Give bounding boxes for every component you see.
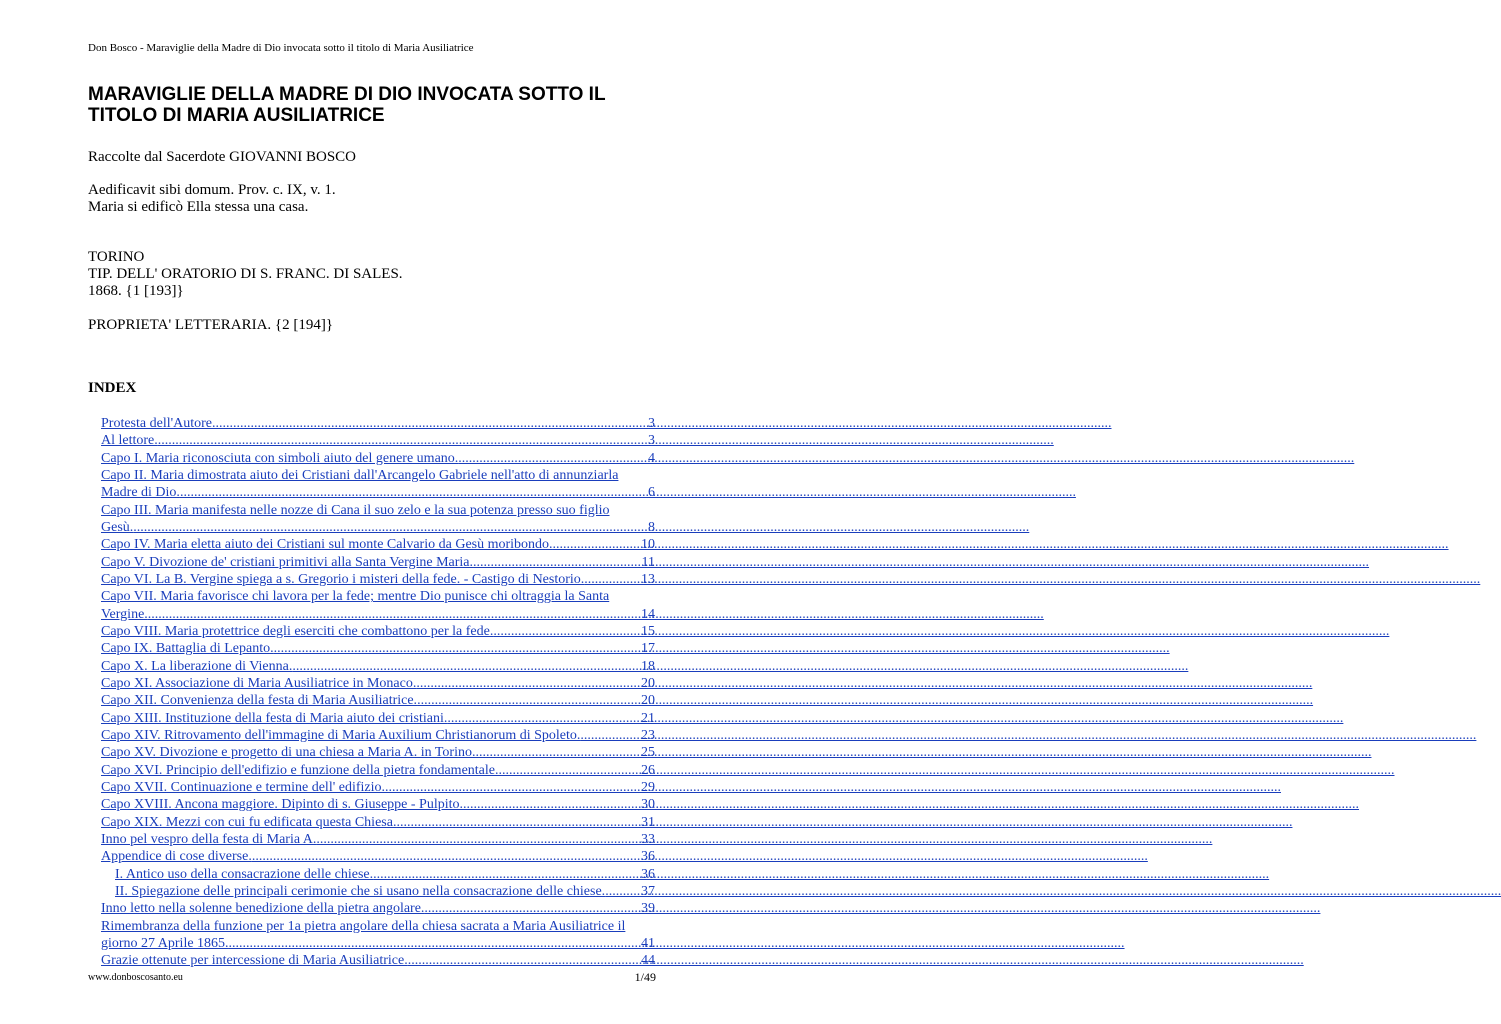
toc-entry-title: Capo XII. Convenienza della festa di Maria Ausiliatrice. <box>101 693 418 709</box>
toc-link[interactable] <box>101 900 655 917</box>
toc-page-number: 26 <box>641 762 655 778</box>
toc-entry-title: Madre di Dio. <box>101 485 180 501</box>
toc-link[interactable] <box>101 571 655 588</box>
toc-link[interactable] <box>101 640 655 657</box>
toc-dot-leader <box>553 536 641 553</box>
toc-link[interactable] <box>101 796 655 813</box>
toc-entry <box>101 432 655 449</box>
toc-dot-leader <box>584 571 641 588</box>
toc-dot-leader <box>493 623 641 640</box>
toc-entry <box>101 658 655 675</box>
toc-page-number: 30 <box>641 797 655 813</box>
toc-entry-title: Capo IX. Battaglia di Lepanto. <box>101 641 274 657</box>
toc-page-number: 8 <box>648 519 655 535</box>
toc-entry <box>101 952 655 969</box>
toc-entry-title-line1[interactable]: Capo VII. Maria favorisce chi lavora per la fede; mentre Dio punisce chi oltraggia la Santa <box>101 589 610 605</box>
toc-entry-title: giorno 27 Aprile 1865. <box>101 935 229 951</box>
toc-entry <box>101 640 655 657</box>
toc-dot-leader <box>133 519 648 536</box>
toc-entry-title: Vergine. <box>101 606 148 622</box>
toc-entry <box>101 554 655 571</box>
toc-dot-leader <box>252 848 641 865</box>
copyright-notice: PROPRIETA' LETTERARIA. {2 [194]} <box>88 317 334 333</box>
toc-entry-title: Capo IV. Maria eletta aiuto dei Cristiani sul monte Calvario da Gesù moribondo. <box>101 537 553 553</box>
toc-entry-title: Gesù. <box>101 519 134 535</box>
toc-dot-leader <box>396 814 641 831</box>
toc-entry <box>101 467 655 502</box>
toc-link[interactable] <box>101 762 655 779</box>
toc-dot-leader <box>499 762 642 779</box>
toc-dot-leader <box>458 450 648 467</box>
toc-link[interactable] <box>101 450 655 467</box>
toc-dot-leader <box>158 432 648 449</box>
document-title: MARAVIGLIE DELLA MADRE DI DIO INVOCATA SOTTO IL TITOLO DI MARIA AUSILIATRICE <box>88 84 606 126</box>
toc-entry <box>101 450 655 467</box>
toc-dot-leader <box>385 779 641 796</box>
imprint-city: TORINO <box>88 249 145 265</box>
toc-link[interactable] <box>101 779 655 796</box>
toc-page-number: 15 <box>641 623 655 639</box>
toc-entry <box>101 918 655 953</box>
toc-page-number: 20 <box>641 675 655 691</box>
toc-entry <box>101 502 655 537</box>
toc-link[interactable] <box>101 623 655 640</box>
toc-page-number: 25 <box>641 745 655 761</box>
toc-page-number: 3 <box>648 433 655 449</box>
toc-link[interactable] <box>101 484 655 501</box>
toc-entry-title: Al lettore. <box>101 433 158 449</box>
toc-entry-title: Capo XIX. Mezzi con cui fu edificata questa Chiesa. <box>101 814 397 830</box>
toc-entry-title: Capo XVII. Continuazione e termine dell' edifizio. <box>101 779 385 795</box>
toc-entry-title: Inno pel vespro della festa di Maria A. <box>101 831 317 847</box>
toc-page-number: 44 <box>641 953 655 969</box>
toc-entry-title: Grazie ottenute per intercessione di Maria Ausiliatrice. <box>101 953 408 969</box>
toc-entry-title: Capo VI. La B. Vergine spiega a s. Gregorio i misteri della fede. - Castigo di Nestorio. <box>101 571 585 587</box>
toc-dot-leader <box>316 831 641 848</box>
toc-link[interactable] <box>101 519 655 536</box>
toc-page-number: 3 <box>648 416 655 431</box>
footer-site: www.donboscosanto.eu <box>88 972 183 983</box>
toc-link[interactable] <box>101 658 655 675</box>
toc-dot-leader <box>417 692 641 709</box>
toc-page-number: 36 <box>641 866 655 882</box>
toc-entry-title: Capo XIV. Ritrovamento dell'immagine di Maria Auxilium Christianorum di Spoleto. <box>101 727 581 743</box>
toc-entry <box>101 571 655 588</box>
toc-page-number: 21 <box>641 710 655 726</box>
running-header: Don Bosco - Maraviglie della Madre di Dio invocata sotto il titolo di Maria Ausiliatrice <box>88 42 474 54</box>
toc-entry <box>101 866 655 883</box>
table-of-contents <box>101 415 655 970</box>
toc-entry-title: I. Antico uso della consacrazione delle chiese. <box>115 866 374 882</box>
toc-entry-title: Capo V. Divozione de' cristiani primitivi alla Santa Vergine Maria. <box>101 554 474 570</box>
toc-page-number: 11 <box>641 554 655 570</box>
toc-page-number: 41 <box>641 935 655 951</box>
toc-dot-leader <box>473 554 641 571</box>
toc-entry-title: Capo XV. Divozione e progetto di una chiesa a Maria A. in Torino. <box>101 745 476 761</box>
toc-entry <box>101 779 655 796</box>
toc-entry-title: Inno letto nella solenne benedizione della pietra angolare. <box>101 901 425 917</box>
toc-entry <box>101 762 655 779</box>
toc-page-number: 20 <box>641 693 655 709</box>
toc-page-number: 37 <box>641 883 655 899</box>
toc-link[interactable] <box>101 848 655 865</box>
toc-page-number: 18 <box>641 658 655 674</box>
toc-dot-leader <box>580 727 641 744</box>
toc-entry-title: Capo XI. Associazione di Maria Ausiliatrice in Monaco. <box>101 675 417 691</box>
toc-dot-leader <box>148 606 641 623</box>
toc-entry <box>101 796 655 813</box>
epigraph-italian: Maria si edificò Ella stessa una casa. <box>88 199 309 215</box>
toc-page-number: 39 <box>641 901 655 917</box>
toc-link[interactable] <box>101 415 655 432</box>
toc-entry <box>101 900 655 917</box>
epigraph-latin: Aedificavit sibi domum. Prov. c. IX, v. 1. <box>88 182 336 198</box>
toc-page-number: 13 <box>641 571 655 587</box>
toc-entry <box>101 623 655 640</box>
toc-dot-leader <box>463 796 641 813</box>
toc-dot-leader <box>416 675 641 692</box>
toc-entry <box>101 588 655 623</box>
toc-link[interactable] <box>115 866 655 883</box>
toc-entry <box>101 692 655 709</box>
toc-entry-title: Capo XVIII. Ancona maggiore. Dipinto di s. Giuseppe - Pulpito. <box>101 797 464 813</box>
toc-page-number: 10 <box>641 537 655 553</box>
toc-entry-title: Appendice di cose diverse. <box>101 849 252 865</box>
toc-entry <box>101 831 655 848</box>
toc-entry-title: II. Spiegazione delle principali cerimonie che si usano nella consacrazione delle chiese. <box>115 883 606 899</box>
toc-link[interactable] <box>101 935 655 952</box>
toc-dot-leader <box>605 883 641 900</box>
toc-entry-title: Protesta dell'Autore. <box>101 416 216 431</box>
toc-dot-leader <box>274 640 641 657</box>
toc-entry-title-line1[interactable]: Capo II. Maria dimostrata aiuto dei Cristiani dall'Arcangelo Gabriele nell'atto di annunziarla <box>101 467 619 483</box>
toc-dot-leader <box>180 484 648 501</box>
imprint-year: 1868. {1 [193]} <box>88 283 184 299</box>
toc-link[interactable] <box>101 727 655 744</box>
toc-page-number: 6 <box>648 485 655 501</box>
toc-entry <box>101 710 655 727</box>
toc-entry-title-line1[interactable]: Capo III. Maria manifesta nelle nozze di Cana il suo zelo e la sua potenza presso suo figlio <box>101 502 610 518</box>
toc-page-number: 14 <box>641 606 655 622</box>
toc-entry <box>101 536 655 553</box>
toc-link[interactable] <box>115 883 655 900</box>
toc-page-number: 4 <box>648 450 655 466</box>
toc-dot-leader <box>229 935 641 952</box>
toc-entry-title: Capo XIII. Instituzione della festa di Maria aiuto dei cristiani. <box>101 710 448 726</box>
footer-page-number: 1/49 <box>634 970 656 984</box>
toc-entry-title: Capo I. Maria riconosciuta con simboli aiuto del genere umano. <box>101 450 459 466</box>
toc-entry <box>101 727 655 744</box>
toc-entry <box>101 415 655 432</box>
toc-entry-title: Capo XVI. Principio dell'edifizio e funzione della pietra fondamentale. <box>101 762 499 778</box>
toc-link[interactable] <box>101 814 655 831</box>
toc-link[interactable] <box>101 744 655 761</box>
toc-dot-leader <box>373 866 641 883</box>
toc-page-number: 29 <box>641 779 655 795</box>
toc-entry <box>101 883 655 900</box>
toc-dot-leader <box>475 744 641 761</box>
toc-entry <box>101 814 655 831</box>
toc-dot-leader <box>447 710 641 727</box>
toc-dot-leader <box>216 415 649 432</box>
toc-link[interactable] <box>101 692 655 709</box>
toc-page-number: 23 <box>641 727 655 743</box>
toc-link[interactable] <box>101 432 655 449</box>
toc-entry <box>101 675 655 692</box>
toc-dot-leader <box>292 658 641 675</box>
toc-entry-title: Capo VIII. Maria protettrice degli eserciti che combattono per la fede. <box>101 623 494 639</box>
index-heading: INDEX <box>88 380 137 396</box>
toc-link[interactable] <box>101 952 655 969</box>
imprint-printer: TIP. DELL' ORATORIO DI S. FRANC. DI SALES. <box>88 266 403 282</box>
toc-entry-title-line1[interactable]: Rimembranza della funzione per 1a pietra angolare della chiesa sacrata a Maria Ausiliatrice il <box>101 918 626 934</box>
toc-dot-leader <box>424 900 641 917</box>
toc-entry <box>101 848 655 865</box>
toc-entry-title: Capo X. La liberazione di Vienna. <box>101 658 293 674</box>
toc-page-number: 31 <box>641 814 655 830</box>
toc-link[interactable] <box>101 606 655 623</box>
toc-entry <box>101 744 655 761</box>
toc-link[interactable] <box>101 554 655 571</box>
toc-link[interactable] <box>101 675 655 692</box>
compiler-line: Raccolte dal Sacerdote GIOVANNI BOSCO <box>88 149 357 165</box>
toc-link[interactable] <box>101 536 655 553</box>
toc-page-number: 36 <box>641 849 655 865</box>
toc-dot-leader <box>408 952 641 969</box>
toc-link[interactable] <box>101 710 655 727</box>
toc-page-number: 33 <box>641 831 655 847</box>
toc-page-number: 17 <box>641 641 655 657</box>
toc-link[interactable] <box>101 831 655 848</box>
